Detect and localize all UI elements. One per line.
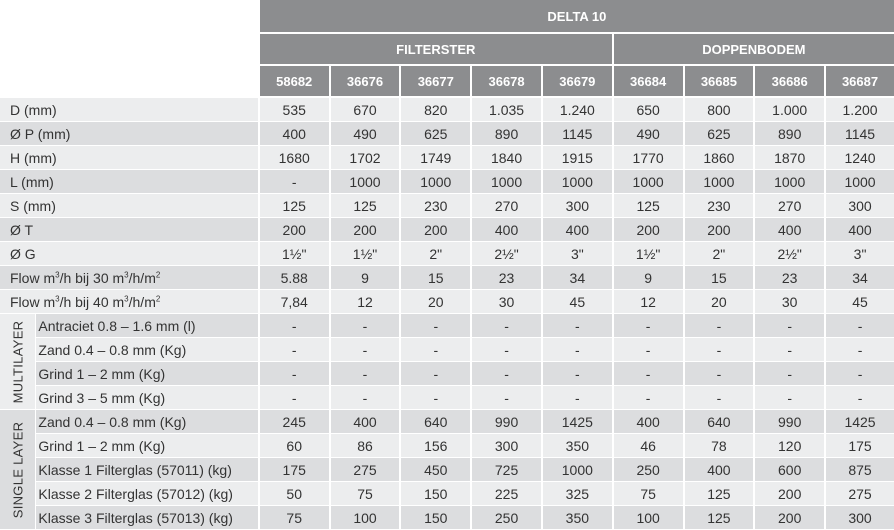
table-cell: 12	[612, 290, 683, 314]
table-cell: 200	[399, 218, 470, 242]
unit-exponent: 3	[124, 269, 129, 279]
column-code-header: 36679	[541, 66, 612, 98]
table-cell: 23	[753, 266, 824, 290]
row-label: Zand 0.4 – 0.8 mm (Kg)	[36, 338, 257, 362]
table-cell: 20	[683, 290, 754, 314]
table-cell: 325	[541, 482, 612, 506]
table-cell: 45	[824, 290, 894, 314]
table-cell: 1.200	[824, 98, 894, 122]
table-cell: 125	[683, 506, 754, 530]
unit-exponent: 2	[155, 269, 161, 279]
table-cell: -	[541, 386, 612, 410]
table-row	[0, 98, 894, 122]
row-label: S (mm)	[0, 194, 258, 218]
table-cell: -	[824, 314, 894, 338]
table-cell: 875	[824, 458, 894, 482]
table-cell: -	[329, 314, 400, 338]
table-cell: 1145	[824, 122, 894, 146]
row-label-part: /h bij 40 m	[59, 293, 125, 310]
table-cell: 175	[258, 458, 329, 482]
table-row	[0, 410, 894, 434]
row-label-part: Flow m	[10, 293, 56, 310]
table-row	[0, 434, 894, 458]
table-cell: 670	[329, 98, 400, 122]
table-cell: 1000	[399, 170, 470, 194]
column-code-header: 36684	[612, 66, 683, 98]
table-cell: 1860	[683, 146, 754, 170]
table-cell: 34	[541, 266, 612, 290]
table-cell: 270	[753, 194, 824, 218]
table-row	[0, 458, 894, 482]
table-cell: 125	[612, 194, 683, 218]
table-cell: 890	[470, 122, 541, 146]
table-cell: 175	[824, 434, 894, 458]
table-cell: 150	[399, 482, 470, 506]
table-cell: 3"	[824, 242, 894, 266]
table-cell: 400	[753, 218, 824, 242]
unit-exponent: 3	[124, 293, 129, 303]
table-cell: 125	[329, 194, 400, 218]
table-cell: 400	[329, 410, 400, 434]
column-code-header: 36686	[753, 66, 824, 98]
row-label	[0, 290, 258, 314]
table-cell: 1000	[329, 170, 400, 194]
table-cell: 890	[753, 122, 824, 146]
table-row	[0, 506, 894, 530]
table-cell: -	[612, 314, 683, 338]
table-cell: 400	[683, 458, 754, 482]
table-cell: -	[683, 386, 754, 410]
table-cell: 400	[541, 218, 612, 242]
row-label: Ø T	[0, 218, 258, 242]
multilayer-side-label-cell	[0, 314, 36, 410]
table-cell: 800	[683, 98, 754, 122]
table-row	[0, 122, 894, 146]
table-cell: 640	[683, 410, 754, 434]
table-cell: -	[329, 338, 400, 362]
table-cell: -	[753, 362, 824, 386]
table-cell: 1000	[541, 170, 612, 194]
table-cell: 1145	[541, 122, 612, 146]
table-row	[0, 218, 894, 242]
table-cell: 30	[470, 290, 541, 314]
table-cell: 1425	[541, 410, 612, 434]
row-label: H (mm)	[0, 146, 258, 170]
table-cell: 50	[258, 482, 329, 506]
table-cell: 20	[399, 290, 470, 314]
table-cell: 46	[612, 434, 683, 458]
group-header-doppenbodem: DOPPENBODEM	[612, 34, 894, 66]
table-cell: 1425	[824, 410, 894, 434]
table-cell: 9	[329, 266, 400, 290]
table-cell: 75	[612, 482, 683, 506]
table-cell: 725	[470, 458, 541, 482]
row-label: Ø P (mm)	[0, 122, 258, 146]
table-cell: 640	[399, 410, 470, 434]
table-cell: -	[612, 362, 683, 386]
table-cell: 2½"	[470, 242, 541, 266]
singlelayer-side-label-cell	[0, 410, 36, 530]
table-cell: -	[824, 386, 894, 410]
table-cell: 300	[470, 434, 541, 458]
table-cell: 230	[683, 194, 754, 218]
row-label: Klasse 1 Filterglas (57011) (kg)	[36, 458, 257, 482]
table-cell: 2½"	[753, 242, 824, 266]
column-code-header: 36678	[470, 66, 541, 98]
table-cell: 200	[683, 218, 754, 242]
table-cell: 100	[612, 506, 683, 530]
group-header-filterster: FILTERSTER	[258, 34, 612, 66]
table-cell: 250	[612, 458, 683, 482]
table-cell: 9	[612, 266, 683, 290]
table-cell: -	[470, 386, 541, 410]
column-code-header: 36685	[683, 66, 754, 98]
table-cell: -	[753, 386, 824, 410]
table-cell: -	[612, 386, 683, 410]
table-cell: 1000	[683, 170, 754, 194]
row-label: D (mm)	[0, 98, 258, 122]
table-cell: 1000	[612, 170, 683, 194]
row-label: L (mm)	[0, 170, 258, 194]
table-cell: 3"	[541, 242, 612, 266]
table-cell: 78	[683, 434, 754, 458]
table-cell: -	[541, 314, 612, 338]
row-label: Klasse 2 Filterglas (57012) (kg)	[36, 482, 257, 506]
table-row	[0, 362, 894, 386]
table-cell: 60	[258, 434, 329, 458]
column-code-header: 36677	[399, 66, 470, 98]
table-cell: 300	[824, 506, 894, 530]
table-cell: 15	[683, 266, 754, 290]
table-cell: 990	[753, 410, 824, 434]
row-label: Klasse 3 Filterglas (57013) (kg)	[36, 506, 257, 530]
table-cell: 275	[824, 482, 894, 506]
table-cell: 625	[399, 122, 470, 146]
table-cell: 600	[753, 458, 824, 482]
table-cell: -	[258, 362, 329, 386]
table-cell: 300	[824, 194, 894, 218]
table-row	[0, 194, 894, 218]
table-cell: -	[399, 362, 470, 386]
table-cell: 15	[399, 266, 470, 290]
table-cell: -	[683, 338, 754, 362]
table-cell: 1½"	[612, 242, 683, 266]
table-cell: -	[683, 362, 754, 386]
column-code-header: 36676	[329, 66, 400, 98]
column-code-header: 36687	[824, 66, 894, 98]
table-cell: 30	[753, 290, 824, 314]
table-cell: -	[541, 338, 612, 362]
table-cell: -	[470, 362, 541, 386]
table-cell: -	[258, 314, 329, 338]
table-cell: -	[399, 386, 470, 410]
table-cell: 250	[470, 506, 541, 530]
table-cell: 225	[470, 482, 541, 506]
table-cell: 100	[329, 506, 400, 530]
table-cell: 1870	[753, 146, 824, 170]
table-cell: 490	[612, 122, 683, 146]
table-cell: -	[329, 386, 400, 410]
table-cell: 275	[329, 458, 400, 482]
table-cell: 270	[470, 194, 541, 218]
table-cell: 200	[753, 482, 824, 506]
table-cell: 1770	[612, 146, 683, 170]
table-row	[0, 266, 894, 290]
table-cell: 86	[329, 434, 400, 458]
table-cell: 1915	[541, 146, 612, 170]
table-cell: 535	[258, 98, 329, 122]
table-cell: -	[470, 314, 541, 338]
table-cell: 45	[541, 290, 612, 314]
row-label: Grind 3 – 5 mm (Kg)	[36, 386, 257, 410]
unit-exponent: 3	[55, 293, 60, 303]
table-cell: 1.035	[470, 98, 541, 122]
table-cell: 820	[399, 98, 470, 122]
table-cell: -	[824, 338, 894, 362]
table-cell: 1749	[399, 146, 470, 170]
table-cell: -	[258, 170, 329, 194]
table-cell: 1.000	[753, 98, 824, 122]
table-cell: 23	[470, 266, 541, 290]
table-cell: 1½"	[329, 242, 400, 266]
table-cell: 400	[470, 218, 541, 242]
table-cell: 650	[612, 98, 683, 122]
table-cell: -	[824, 362, 894, 386]
table-cell: 2"	[399, 242, 470, 266]
table-cell: 125	[683, 482, 754, 506]
table-cell: 625	[683, 122, 754, 146]
unit-exponent: 3	[55, 269, 60, 279]
table-cell: 1840	[470, 146, 541, 170]
row-label	[0, 266, 258, 290]
table-row	[0, 338, 894, 362]
table-row	[0, 314, 894, 338]
table-cell: 150	[399, 506, 470, 530]
row-label: Grind 1 – 2 mm (Kg)	[36, 434, 257, 458]
row-label: Zand 0.4 – 0.8 mm (Kg)	[36, 410, 257, 434]
table-cell: -	[612, 338, 683, 362]
row-label-part: /h bij 30 m	[59, 269, 125, 286]
table-cell: 1000	[753, 170, 824, 194]
table-cell: 1000	[824, 170, 894, 194]
table-cell: -	[329, 362, 400, 386]
table-cell: -	[753, 314, 824, 338]
table-cell: 7,84	[258, 290, 329, 314]
row-label-part: /h/m	[128, 269, 156, 286]
table-cell: 200	[329, 218, 400, 242]
table-cell: 350	[541, 506, 612, 530]
table-title: DELTA 10	[258, 0, 894, 34]
table-cell: 120	[753, 434, 824, 458]
table-cell: 1240	[824, 146, 894, 170]
row-label-part: /h/m	[128, 293, 156, 310]
table-cell: 400	[258, 122, 329, 146]
table-cell: -	[753, 338, 824, 362]
table-cell: -	[399, 338, 470, 362]
table-cell: 75	[329, 482, 400, 506]
table-cell: -	[258, 386, 329, 410]
table-row	[0, 242, 894, 266]
table-cell: 300	[541, 194, 612, 218]
table-cell: 200	[258, 218, 329, 242]
table-cell: 1702	[329, 146, 400, 170]
table-cell: 156	[399, 434, 470, 458]
table-cell: 12	[329, 290, 400, 314]
table-cell: 490	[329, 122, 400, 146]
table-cell: -	[258, 338, 329, 362]
table-cell: 34	[824, 266, 894, 290]
table-cell: 1680	[258, 146, 329, 170]
table-cell: 400	[612, 410, 683, 434]
table-cell: -	[541, 362, 612, 386]
table-cell: 1000	[541, 458, 612, 482]
table-row	[0, 482, 894, 506]
table-row	[0, 146, 894, 170]
row-label: Ø G	[0, 242, 258, 266]
table-row	[0, 386, 894, 410]
table-cell: -	[399, 314, 470, 338]
row-label: Antraciet 0.8 – 1.6 mm (l)	[36, 314, 257, 338]
table-cell: 450	[399, 458, 470, 482]
table-cell: -	[683, 314, 754, 338]
table-cell: -	[470, 338, 541, 362]
multilayer-side-label: MULTILAYER	[10, 320, 26, 403]
table-cell: 125	[258, 194, 329, 218]
table-cell: 5.88	[258, 266, 329, 290]
table-cell: 2"	[683, 242, 754, 266]
table-row	[0, 290, 894, 314]
table-cell: 245	[258, 410, 329, 434]
unit-exponent: 2	[155, 293, 161, 303]
singlelayer-side-label: SINGLE LAYER	[10, 421, 26, 518]
row-label-part: Flow m	[10, 269, 56, 286]
table-cell: 230	[399, 194, 470, 218]
table-cell: 200	[612, 218, 683, 242]
column-code-header: 58682	[258, 66, 329, 98]
table-cell: 990	[470, 410, 541, 434]
table-cell: 400	[824, 218, 894, 242]
table-cell: 1½"	[258, 242, 329, 266]
row-label: Grind 1 – 2 mm (Kg)	[36, 362, 257, 386]
table-cell: 1.240	[541, 98, 612, 122]
table-cell: 200	[753, 506, 824, 530]
table-cell: 75	[258, 506, 329, 530]
table-cell: 1000	[470, 170, 541, 194]
table-row	[0, 170, 894, 194]
table-cell: 350	[541, 434, 612, 458]
